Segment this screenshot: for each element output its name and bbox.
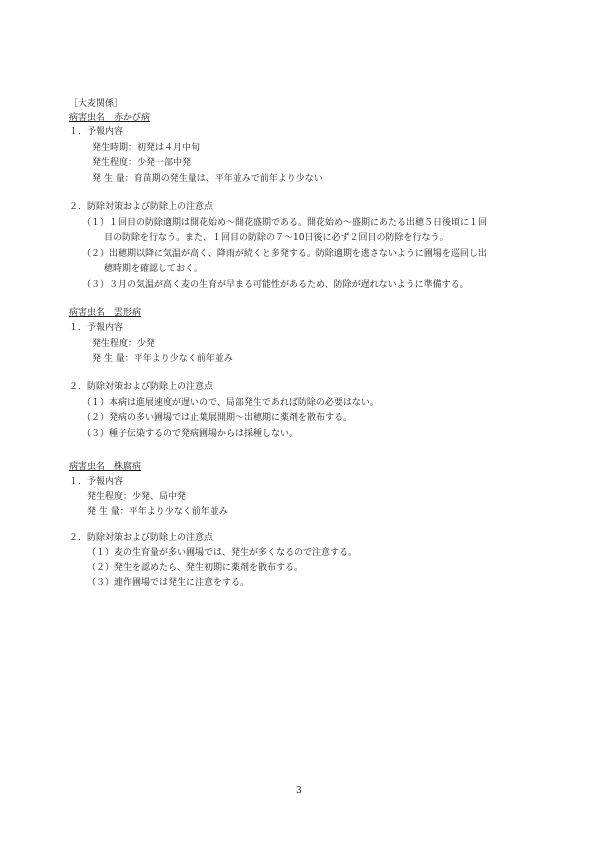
category-header: ［大麦関係］ bbox=[69, 99, 124, 109]
forecast-item: 発 生 量：平年より少なく前年並み bbox=[87, 507, 228, 517]
forecast-item: 発 生 量：育苗期の発生量は、平年並みで前年より少ない bbox=[92, 174, 323, 184]
control-item: （１）麦の生育量が多い圃場では、発生が多くなるので注意する。 bbox=[87, 548, 358, 558]
control-item: （１）本病は進展速度が遅いので、局部発生であれば防除の必要はない。 bbox=[82, 398, 379, 408]
control-item: （２）出穂期以降に気温が高く、降雨が続くと多発する。防除適期を逃さないように圃場を巡回し出 bbox=[82, 249, 487, 259]
forecast-heading: １．予報内容 bbox=[69, 323, 124, 333]
control-item: （２）発病の多い圃場では止葉展開期～出穂期に薬剤を散布する。 bbox=[82, 413, 353, 423]
forecast-item: 発生程度：少発一部中発 bbox=[92, 158, 192, 168]
control-item: （３）連作圃場では発生に注意をする。 bbox=[87, 578, 250, 588]
control-item: （３）種子伝染するので発病圃場からは採種しない。 bbox=[82, 429, 299, 439]
forecast-heading: １．予報内容 bbox=[69, 127, 124, 137]
control-heading: ２．防除対策および防除上の注意点 bbox=[69, 533, 214, 543]
forecast-item: 発生程度：少発、局中発 bbox=[87, 492, 187, 502]
forecast-item: 発生時期：初発は４月中旬 bbox=[92, 143, 201, 153]
page-number: 3 bbox=[296, 786, 302, 796]
forecast-item: 発生程度：少発 bbox=[92, 339, 156, 349]
pest-name-heading: 病害虫名 株腐病 bbox=[69, 462, 142, 472]
control-item: （２）発生を認めたら、発生初期に薬剤を散布する。 bbox=[87, 563, 304, 573]
control-item: （３）３月の気温が高く麦の生育が早まる可能性があるため、防除が遅れないように準備する。 bbox=[82, 280, 469, 290]
control-item-continuation: 目の防除を行なう。また、１回目の防除の７～10日後に必ず２回目の防除を行なう。 bbox=[104, 233, 449, 243]
control-heading: ２．防除対策および防除上の注意点 bbox=[69, 202, 214, 212]
forecast-item: 発 生 量：平年より少なく前年並み bbox=[92, 354, 233, 364]
pest-name-heading: 病害虫名 赤かび病 bbox=[69, 113, 151, 123]
control-heading: ２．防除対策および防除上の注意点 bbox=[69, 382, 214, 392]
control-item: （１）１回目の防除適期は開花始め～開花盛期である。開花始め～盛期にあたる出穂５日後頃に１回 bbox=[82, 218, 488, 228]
control-item-continuation: 穂時期を確認しておく。 bbox=[104, 264, 203, 274]
pest-name-heading: 病害虫名 雲形病 bbox=[69, 308, 142, 318]
forecast-heading: １．予報内容 bbox=[69, 477, 124, 487]
